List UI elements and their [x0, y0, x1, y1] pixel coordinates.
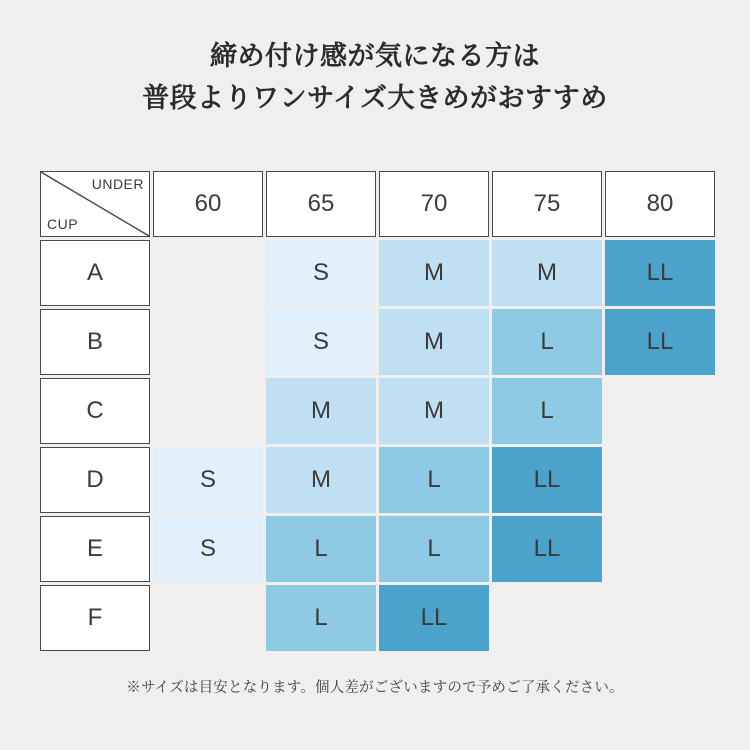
corner-inner — [41, 172, 149, 236]
cell-D-70: L — [379, 447, 489, 513]
cell-F-70: LL — [379, 585, 489, 651]
row-header-E: E — [40, 516, 150, 582]
cell-D-80 — [605, 447, 715, 513]
row-header-A: A — [40, 240, 150, 306]
column-header-60: 60 — [153, 171, 263, 237]
cell-C-75: L — [492, 378, 602, 444]
cell-A-65: S — [266, 240, 376, 306]
row-header-F: F — [40, 585, 150, 651]
page-title-line-2: 普段よりワンサイズ大きめがおすすめ — [142, 82, 608, 113]
cell-C-80 — [605, 378, 715, 444]
column-header-65: 65 — [266, 171, 376, 237]
cell-A-75: M — [492, 240, 602, 306]
cell-B-70: M — [379, 309, 489, 375]
cell-E-80 — [605, 516, 715, 582]
disclaimer-note: ※サイズは目安となります。個人差がございますので予めご了承ください。 — [126, 680, 624, 696]
row-header-C: C — [40, 378, 150, 444]
table-row — [40, 309, 715, 375]
cell-A-80: LL — [605, 240, 715, 306]
size-chart-table — [37, 168, 718, 654]
corner-cup-label: CUP — [47, 216, 79, 232]
table-row — [40, 585, 715, 651]
cell-C-70: M — [379, 378, 489, 444]
page-title — [0, 36, 750, 120]
cell-B-65: S — [266, 309, 376, 375]
page-title-line-1: 締め付け感が気になる方は — [210, 41, 540, 71]
table-corner-cell — [40, 171, 150, 237]
cell-C-65: M — [266, 378, 376, 444]
cell-F-75 — [492, 585, 602, 651]
cell-F-60 — [153, 585, 263, 651]
cell-E-75: LL — [492, 516, 602, 582]
cell-E-70: L — [379, 516, 489, 582]
cell-E-65: L — [266, 516, 376, 582]
cell-F-80 — [605, 585, 715, 651]
column-header-75: 75 — [492, 171, 602, 237]
table-row — [40, 447, 715, 513]
column-header-70: 70 — [379, 171, 489, 237]
cell-E-60: S — [153, 516, 263, 582]
cell-C-60 — [153, 378, 263, 444]
cell-D-75: LL — [492, 447, 602, 513]
cell-B-80: LL — [605, 309, 715, 375]
corner-under-label: UNDER — [91, 176, 144, 192]
cell-D-60: S — [153, 447, 263, 513]
table-row — [40, 378, 715, 444]
cell-B-60 — [153, 309, 263, 375]
table-row — [40, 516, 715, 582]
cell-A-60 — [153, 240, 263, 306]
table-header-row — [40, 171, 715, 237]
table-row — [40, 240, 715, 306]
cell-F-65: L — [266, 585, 376, 651]
cell-D-65: M — [266, 447, 376, 513]
column-header-80: 80 — [605, 171, 715, 237]
row-header-B: B — [40, 309, 150, 375]
cell-B-75: L — [492, 309, 602, 375]
size-chart-body — [40, 171, 715, 651]
row-header-D: D — [40, 447, 150, 513]
cell-A-70: M — [379, 240, 489, 306]
